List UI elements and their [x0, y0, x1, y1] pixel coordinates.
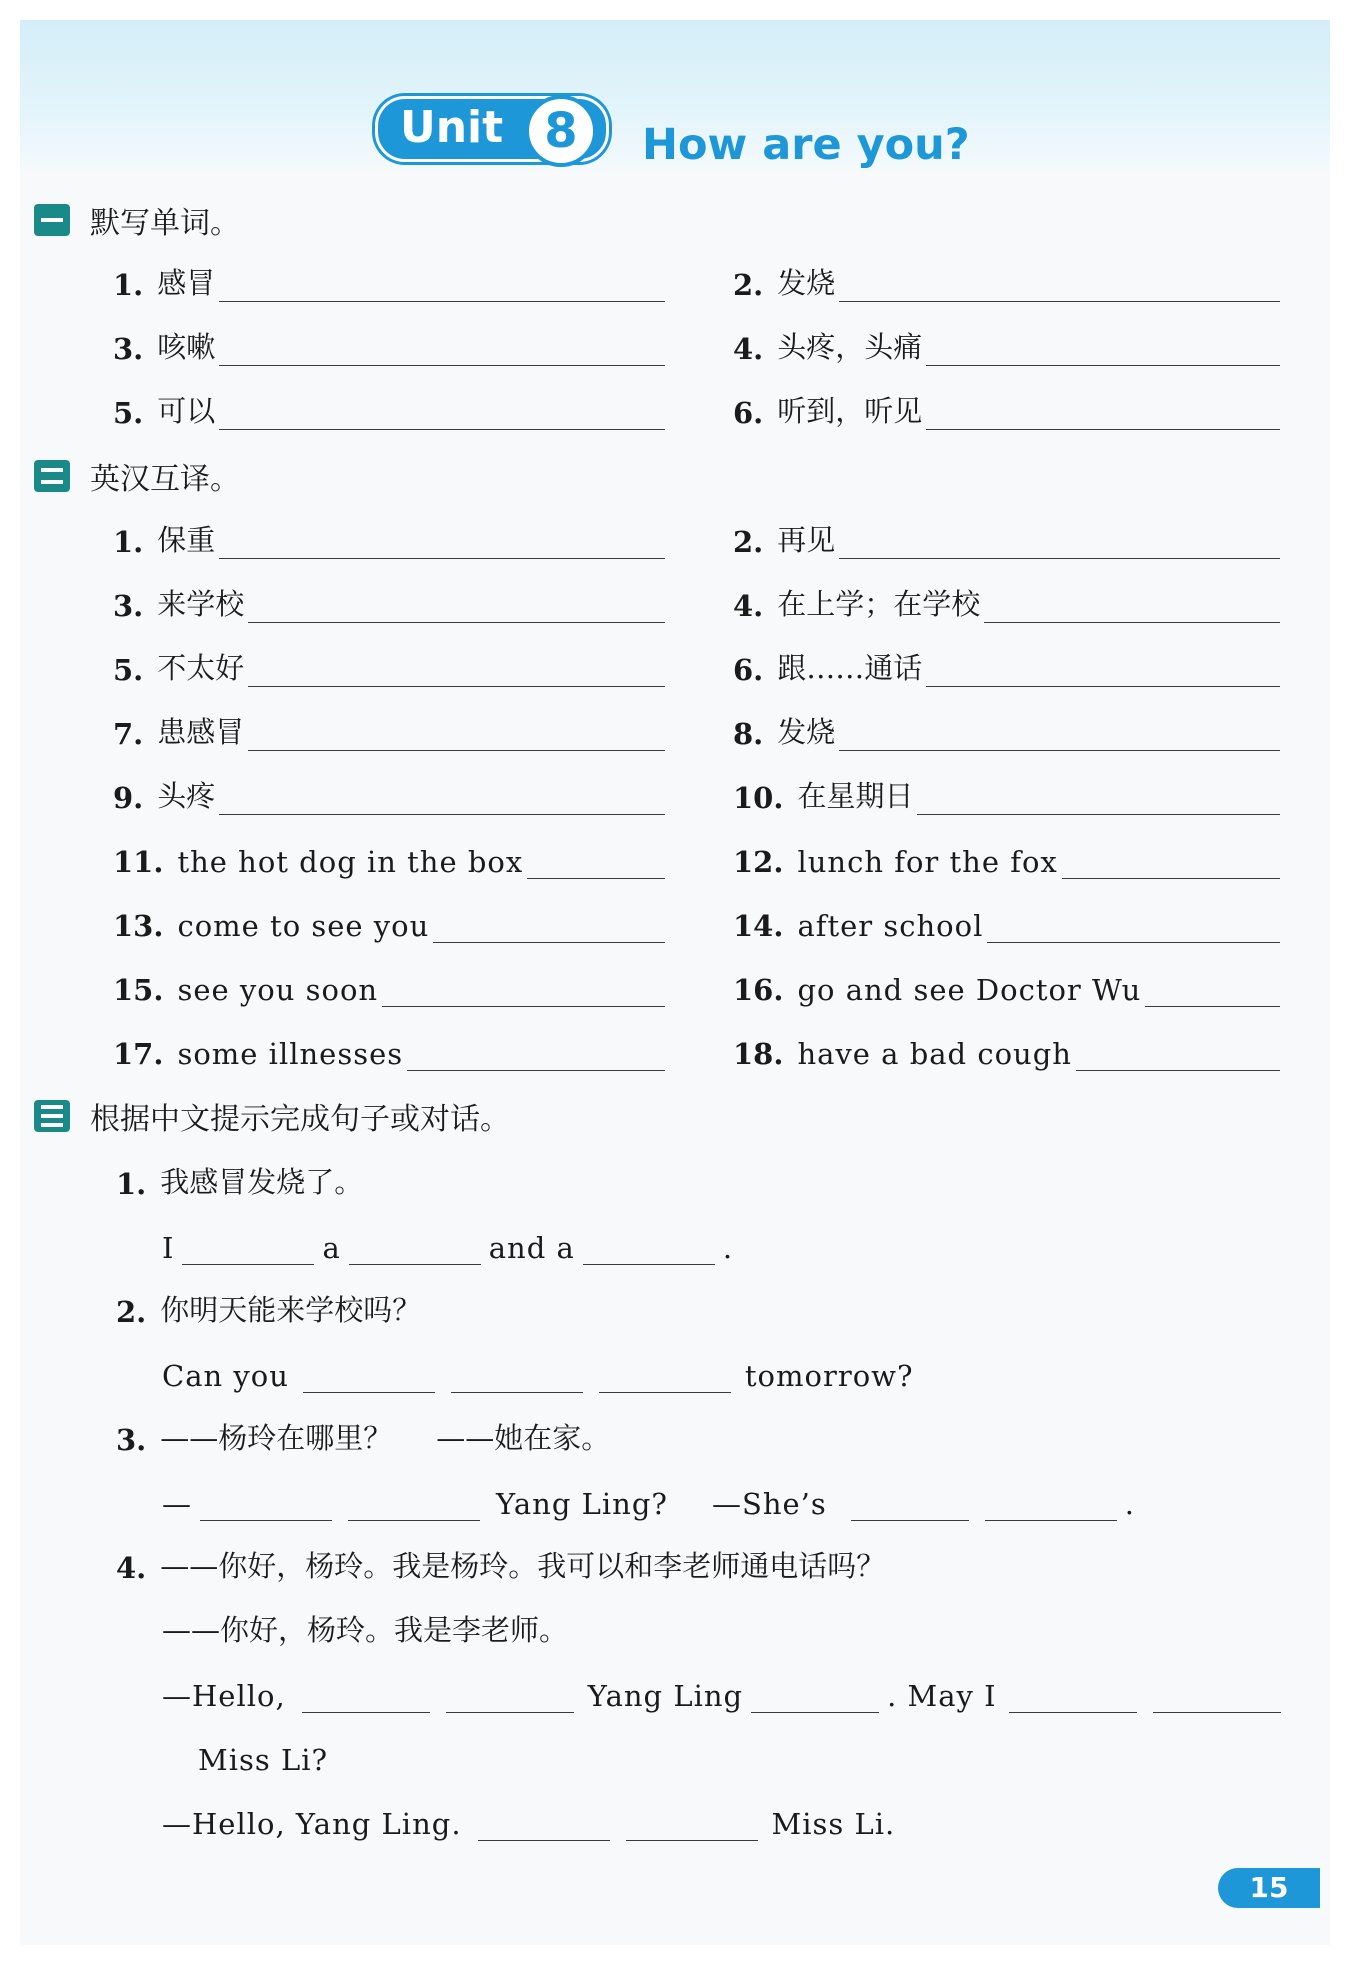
s2-item-18: 18. have a bad cough — [733, 1031, 1280, 1071]
q2-prompt: 2. 你明天能来学校吗？ — [116, 1293, 422, 1329]
answer-line[interactable] — [527, 842, 665, 879]
s2-item-5: 5. 不太好 — [113, 647, 665, 687]
answer-blank[interactable] — [302, 1678, 430, 1713]
answer-blank[interactable] — [751, 1678, 879, 1713]
section-2-icon — [34, 460, 70, 492]
answer-blank[interactable] — [985, 1486, 1117, 1521]
answer-line[interactable] — [248, 714, 665, 751]
unit-label: Unit — [400, 102, 504, 153]
answer-blank[interactable] — [626, 1806, 758, 1841]
answer-blank[interactable] — [851, 1486, 969, 1521]
section-3-title: 根据中文提示完成句子或对话。 — [90, 1102, 510, 1137]
page-number: 15 — [1218, 1868, 1320, 1908]
s2-item-8: 8. 发烧 — [733, 711, 1280, 751]
q3-prompt: 3. ——杨玲在哪里？ ——她在家。 — [116, 1421, 611, 1457]
q2-answer: Can you tomorrow? — [162, 1359, 914, 1393]
q4-answer-1: —Hello, Yang Ling . May I — [162, 1673, 1289, 1713]
answer-blank[interactable] — [1153, 1678, 1281, 1713]
answer-line[interactable] — [219, 265, 665, 302]
answer-blank[interactable] — [451, 1358, 583, 1393]
s1-item-3: 3. 咳嗽 — [113, 326, 665, 366]
s2-item-11: 11. the hot dog in the box — [113, 839, 665, 879]
answer-blank[interactable] — [348, 1486, 480, 1521]
answer-line[interactable] — [219, 393, 665, 430]
answer-blank[interactable] — [1009, 1678, 1137, 1713]
s2-item-12: 12. lunch for the fox — [733, 839, 1280, 879]
answer-line[interactable] — [1145, 970, 1280, 1007]
section-2-title: 英汉互译。 — [90, 462, 240, 497]
answer-line[interactable] — [219, 522, 665, 559]
s2-item-1: 1. 保重 — [113, 519, 665, 559]
answer-line[interactable] — [219, 778, 665, 815]
s1-item-5: 5. 可以 — [113, 390, 665, 430]
section-1-icon — [34, 204, 70, 236]
s2-item-4: 4. 在上学；在学校 — [733, 583, 1280, 623]
answer-line[interactable] — [926, 329, 1280, 366]
q1-prompt: 1. 我感冒发烧了。 — [116, 1165, 364, 1201]
answer-line[interactable] — [926, 393, 1280, 430]
answer-line[interactable] — [219, 329, 665, 366]
answer-line[interactable] — [839, 522, 1280, 559]
section-3-icon — [34, 1100, 70, 1132]
s2-item-16: 16. go and see Doctor Wu — [733, 967, 1280, 1007]
s2-item-2: 2. 再见 — [733, 519, 1280, 559]
section-2-heading — [34, 458, 240, 497]
answer-blank[interactable] — [182, 1230, 314, 1265]
s2-item-3: 3. 来学校 — [113, 583, 665, 623]
answer-blank[interactable] — [599, 1358, 731, 1393]
answer-line[interactable] — [1062, 842, 1280, 879]
answer-blank[interactable] — [349, 1230, 481, 1265]
unit-header — [20, 20, 1330, 170]
s2-item-10: 10. 在星期日 — [733, 775, 1280, 815]
s1-item-6: 6. 听到，听见 — [733, 390, 1280, 430]
answer-line[interactable] — [382, 970, 665, 1007]
answer-line[interactable] — [917, 778, 1280, 815]
answer-line[interactable] — [248, 650, 665, 687]
s2-item-7: 7. 患感冒 — [113, 711, 665, 751]
answer-blank[interactable] — [303, 1358, 435, 1393]
q3-answer: — Yang Ling? —She’s . — [162, 1487, 1135, 1521]
unit-badge — [375, 96, 609, 162]
answer-line[interactable] — [987, 906, 1280, 943]
s2-item-15: 15. see you soon — [113, 967, 665, 1007]
answer-line[interactable] — [926, 650, 1280, 687]
s2-item-17: 17. some illnesses — [113, 1031, 665, 1071]
s1-item-1: 1. 感冒 — [113, 262, 665, 302]
answer-line[interactable] — [839, 714, 1280, 751]
q4-prompt-2: ——你好，杨玲。我是李老师。 — [162, 1613, 569, 1647]
answer-blank[interactable] — [478, 1806, 610, 1841]
s1-item-4: 4. 头疼，头痛 — [733, 326, 1280, 366]
section-1-heading — [34, 202, 240, 241]
s2-item-6: 6. 跟……通话 — [733, 647, 1280, 687]
q4-prompt-1: 4. ——你好，杨玲。我是杨玲。我可以和李老师通电话吗？ — [116, 1549, 886, 1585]
answer-blank[interactable] — [583, 1230, 715, 1265]
answer-line[interactable] — [984, 586, 1280, 623]
q1-answer: I a and a . — [162, 1231, 734, 1265]
s2-item-9: 9. 头疼 — [113, 775, 665, 815]
unit-number: 8 — [525, 95, 597, 167]
answer-line[interactable] — [407, 1034, 665, 1071]
s2-item-14: 14. after school — [733, 903, 1280, 943]
answer-line[interactable] — [248, 586, 665, 623]
section-1-title: 默写单词。 — [90, 206, 240, 241]
q4-answer-2: Miss Li? — [198, 1743, 329, 1777]
answer-line[interactable] — [433, 906, 665, 943]
answer-blank[interactable] — [446, 1678, 574, 1713]
answer-line[interactable] — [1076, 1034, 1280, 1071]
q4-answer-3: —Hello, Yang Ling. Miss Li. — [162, 1807, 896, 1841]
section-3-heading — [34, 1098, 510, 1137]
answer-line[interactable] — [839, 265, 1280, 302]
s1-item-2: 2. 发烧 — [733, 262, 1280, 302]
answer-blank[interactable] — [200, 1486, 332, 1521]
s2-item-13: 13. come to see you — [113, 903, 665, 943]
unit-title: How are you? — [642, 120, 970, 170]
